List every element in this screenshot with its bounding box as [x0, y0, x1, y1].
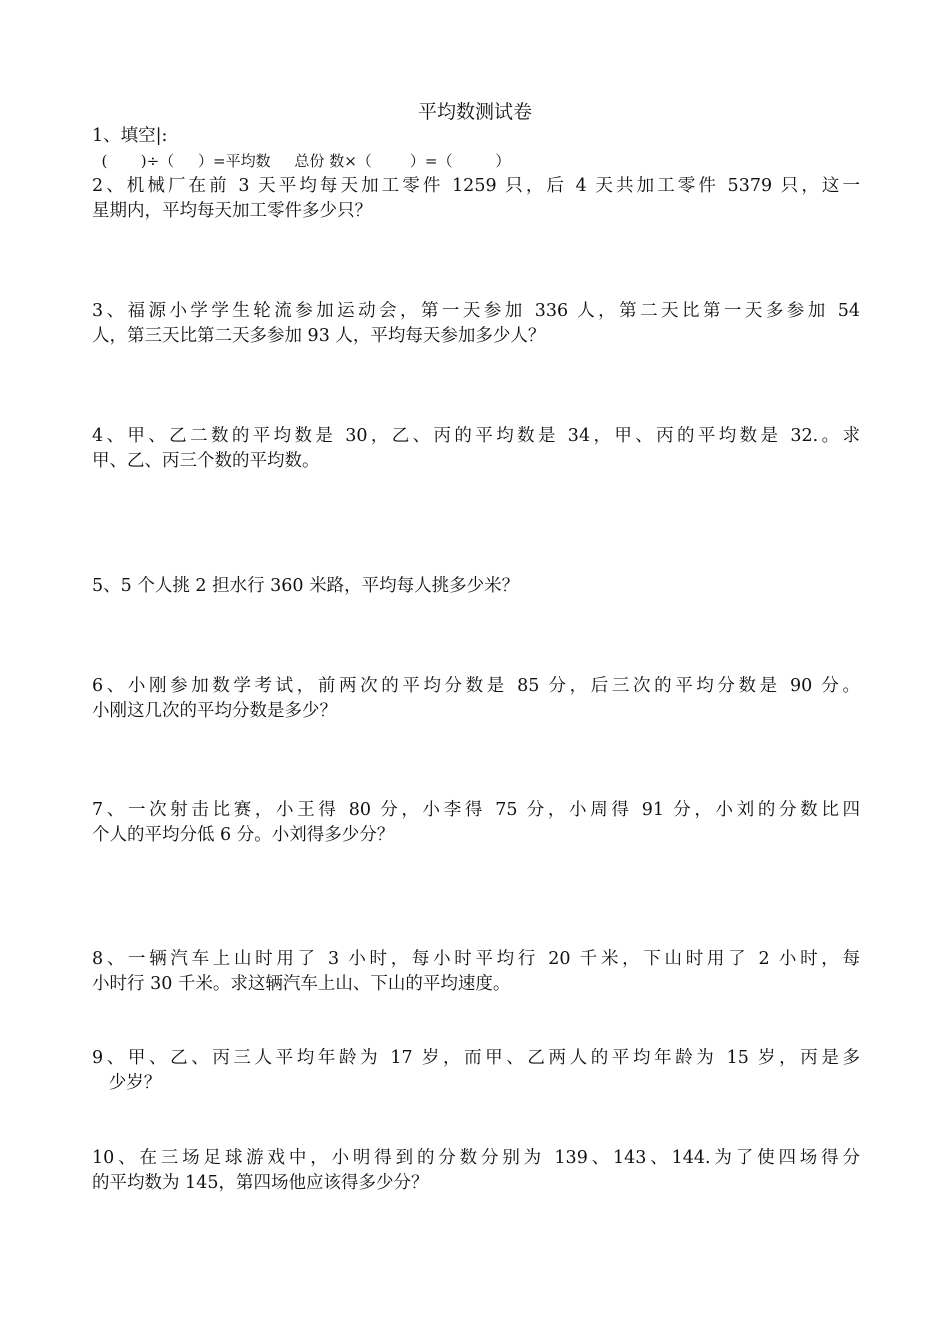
- question-4-line-2: 甲、乙、丙三个数的平均数。: [92, 451, 320, 471]
- question-3-line-2: 人，第三天比第二天多参加 93 人，平均每天参加多少人？: [92, 326, 546, 346]
- question-10-line-2: 的平均数为 145，第四场他应该得多少分？: [92, 1173, 429, 1193]
- page-title: 平均数测试卷: [417, 101, 532, 123]
- question-7-line-1: 7、一次射击比赛，小王得 80 分，小李得 75 分，小周得 91 分，小刘的分数比四: [92, 800, 860, 820]
- question-2-line-1: 2、机械厂在前 3 天平均每天加工零件 1259 只，后 4 天共加工零件 5379 只，这一: [92, 176, 860, 196]
- question-1-heading: 1、填空|:: [92, 126, 168, 146]
- question-4-line-1: 4、甲、乙二数的平均数是 30，乙、丙的平均数是 34，甲、丙的平均数是 32.。求: [92, 426, 860, 446]
- question-8-line-1: 8、一辆汽车上山时用了 3 小时，每小时平均行 20 千米，下山时用了 2 小时，每: [92, 949, 860, 969]
- question-9-line-2: 少岁？: [92, 1073, 162, 1093]
- question-10-line-1: 10、在三场足球游戏中，小明得到的分数分别为 139、143、144.为了使四场得分: [92, 1148, 860, 1168]
- question-5-line-1: 5、5 个人挑 2 担水行 360 米路，平均每人挑多少米？: [92, 576, 520, 596]
- question-8-line-2: 小时行 30 千米。求这辆汽车上山、下山的平均速度。: [92, 974, 511, 994]
- question-3-line-1: 3、福源小学学生轮流参加运动会，第一天参加 336 人，第二天比第一天多参加 54: [92, 301, 860, 321]
- question-1-blanks: ( )÷（ ）=平均数 总份 数×（ ）=（ ）: [92, 152, 511, 170]
- question-6-line-2: 小刚这几次的平均分数是多少？: [92, 701, 337, 721]
- question-7-line-2: 个人的平均分低 6 分。小刘得多少分？: [92, 825, 395, 845]
- question-2-line-2: 星期内，平均每天加工零件多少只？: [92, 201, 372, 221]
- question-9-line-1: 9、甲、乙、丙三人平均年龄为 17 岁，而甲、乙两人的平均年龄为 15 岁，丙是多: [92, 1048, 860, 1068]
- question-6-line-1: 6、小刚参加数学考试，前两次的平均分数是 85 分，后三次的平均分数是 90 分。: [92, 676, 860, 696]
